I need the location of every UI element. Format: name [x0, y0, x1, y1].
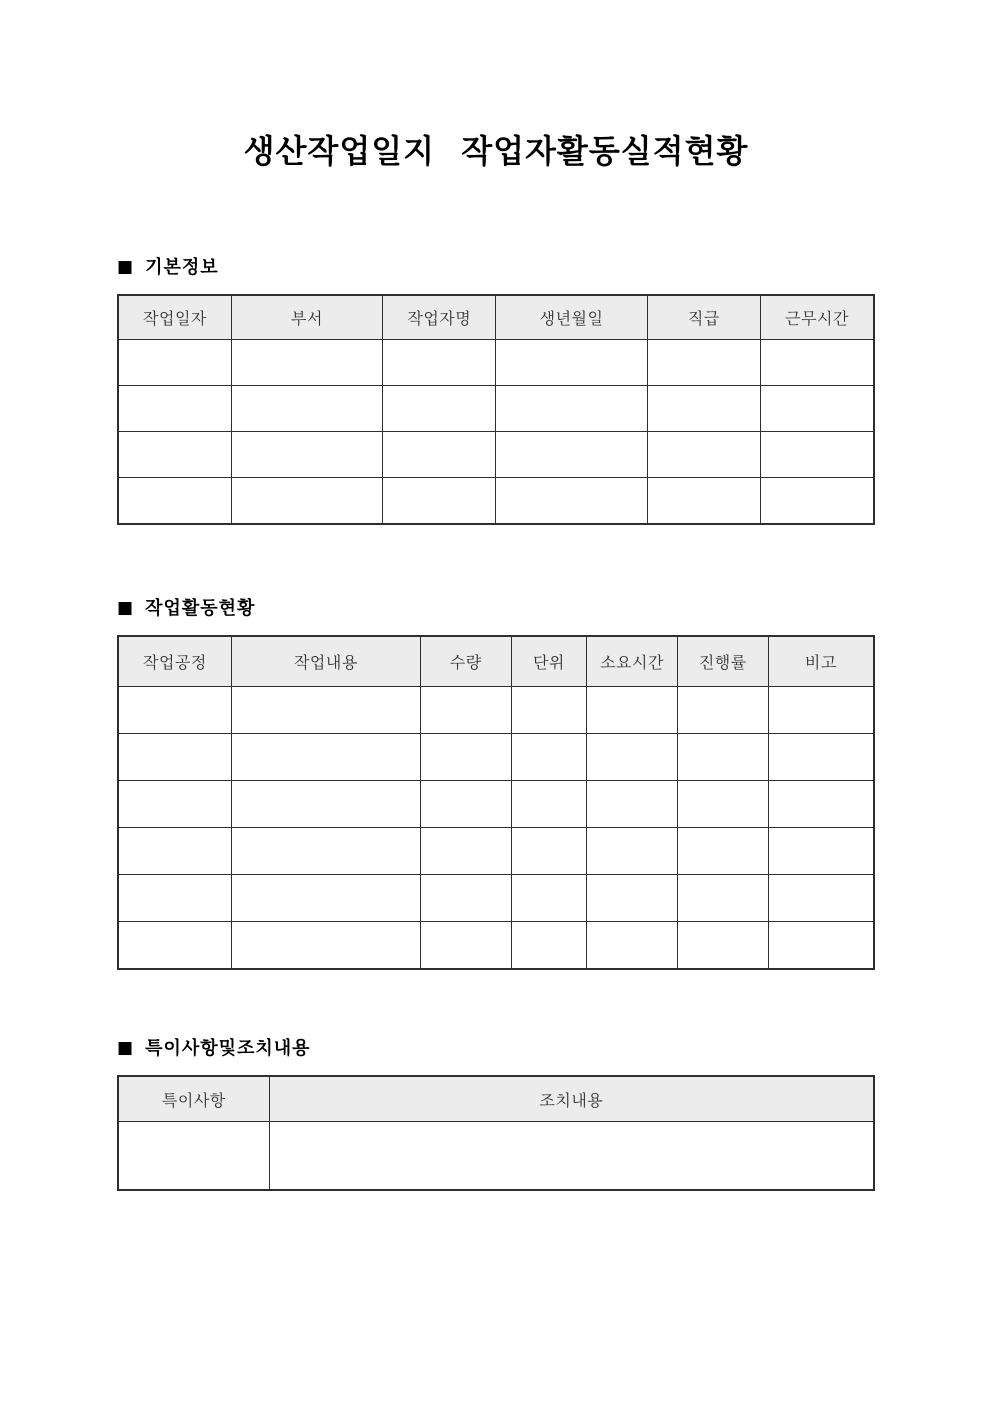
table-cell: [647, 478, 760, 525]
column-header: 수량: [420, 636, 511, 687]
table-cell: [118, 828, 231, 875]
section-header-notes-actions: [117, 1038, 875, 1060]
column-header: 작업내용: [231, 636, 420, 687]
table-row: [118, 340, 874, 386]
table-row: [118, 922, 874, 970]
table-cell: [118, 478, 231, 525]
page-title: 생산작업일지 작업자활동실적현황: [243, 132, 749, 170]
table-cell: [420, 828, 511, 875]
table-cell: [511, 875, 587, 922]
table-cell: [587, 687, 678, 734]
table-row: [118, 386, 874, 432]
table-cell: [647, 340, 760, 386]
table-cell: [677, 922, 768, 970]
table-row: [118, 1122, 874, 1191]
table-cell: [231, 922, 420, 970]
table-cell: [383, 478, 496, 525]
table-cell: [231, 875, 420, 922]
table-cell: [768, 781, 874, 828]
table-cell: [587, 828, 678, 875]
table-cell: [768, 875, 874, 922]
table-row: [118, 875, 874, 922]
section-title-work-activity: 작업활동현황: [145, 598, 256, 619]
section-marker-icon: ■: [117, 1037, 135, 1058]
table-cell: [768, 922, 874, 970]
column-header: 특이사항: [118, 1076, 269, 1122]
column-header: 진행률: [677, 636, 768, 687]
table-cell: [118, 734, 231, 781]
table-cell: [677, 828, 768, 875]
section-work-activity: [117, 598, 875, 970]
column-header: 단위: [511, 636, 587, 687]
table-cell: [496, 386, 647, 432]
table-header-row: [118, 1076, 874, 1122]
table-cell: [118, 386, 231, 432]
column-header: 소요시간: [587, 636, 678, 687]
table-cell: [761, 478, 874, 525]
table-cell: [269, 1122, 874, 1191]
column-header: 부서: [231, 295, 382, 340]
table-cell: [587, 922, 678, 970]
table-cell: [496, 340, 647, 386]
table-cell: [118, 340, 231, 386]
table-cell: [383, 432, 496, 478]
table-cell: [587, 781, 678, 828]
section-header-basic-info: [117, 257, 875, 279]
table-cell: [231, 478, 382, 525]
table-cell: [587, 875, 678, 922]
work-activity-table: [117, 635, 875, 970]
column-header: 조치내용: [269, 1076, 874, 1122]
table-cell: [511, 687, 587, 734]
table-cell: [231, 386, 382, 432]
table-cell: [761, 386, 874, 432]
table-cell: [677, 781, 768, 828]
table-cell: [420, 734, 511, 781]
section-notes-actions: [117, 1038, 875, 1191]
table-cell: [420, 922, 511, 970]
table-cell: [383, 386, 496, 432]
column-header: 작업일자: [118, 295, 231, 340]
table-cell: [231, 687, 420, 734]
table-cell: [511, 734, 587, 781]
table-cell: [118, 781, 231, 828]
table-cell: [677, 875, 768, 922]
notes-actions-table: [117, 1075, 875, 1191]
table-cell: [768, 687, 874, 734]
table-cell: [496, 478, 647, 525]
table-cell: [231, 432, 382, 478]
table-cell: [761, 340, 874, 386]
table-cell: [768, 828, 874, 875]
column-header: 직급: [647, 295, 760, 340]
table-row: [118, 432, 874, 478]
table-cell: [420, 875, 511, 922]
table-row: [118, 781, 874, 828]
table-cell: [118, 432, 231, 478]
table-row: [118, 734, 874, 781]
table-cell: [420, 781, 511, 828]
section-title-notes-actions: 특이사항및조치내용: [145, 1038, 311, 1059]
table-cell: [677, 734, 768, 781]
table-cell: [118, 1122, 269, 1191]
table-cell: [647, 386, 760, 432]
section-basic-info: [117, 257, 875, 525]
document-content: [117, 257, 875, 1191]
table-cell: [511, 828, 587, 875]
table-row: [118, 687, 874, 734]
table-cell: [231, 781, 420, 828]
table-cell: [587, 734, 678, 781]
table-header-row: [118, 636, 874, 687]
table-header-row: [118, 295, 874, 340]
table-cell: [511, 922, 587, 970]
table-cell: [118, 875, 231, 922]
table-cell: [420, 687, 511, 734]
table-cell: [231, 340, 382, 386]
column-header: 근무시간: [761, 295, 874, 340]
table-cell: [647, 432, 760, 478]
section-title-basic-info: 기본정보: [145, 257, 219, 278]
table-cell: [383, 340, 496, 386]
table-cell: [768, 734, 874, 781]
table-cell: [761, 432, 874, 478]
table-cell: [677, 687, 768, 734]
table-cell: [511, 781, 587, 828]
section-marker-icon: ■: [117, 597, 135, 618]
section-header-work-activity: [117, 598, 875, 620]
table-cell: [118, 922, 231, 970]
column-header: 생년월일: [496, 295, 647, 340]
table-cell: [231, 734, 420, 781]
table-row: [118, 828, 874, 875]
basic-info-table: [117, 294, 875, 525]
column-header: 비고: [768, 636, 874, 687]
table-cell: [231, 828, 420, 875]
table-cell: [496, 432, 647, 478]
table-row: [118, 478, 874, 525]
column-header: 작업자명: [383, 295, 496, 340]
table-cell: [118, 687, 231, 734]
section-marker-icon: ■: [117, 256, 135, 277]
column-header: 작업공정: [118, 636, 231, 687]
